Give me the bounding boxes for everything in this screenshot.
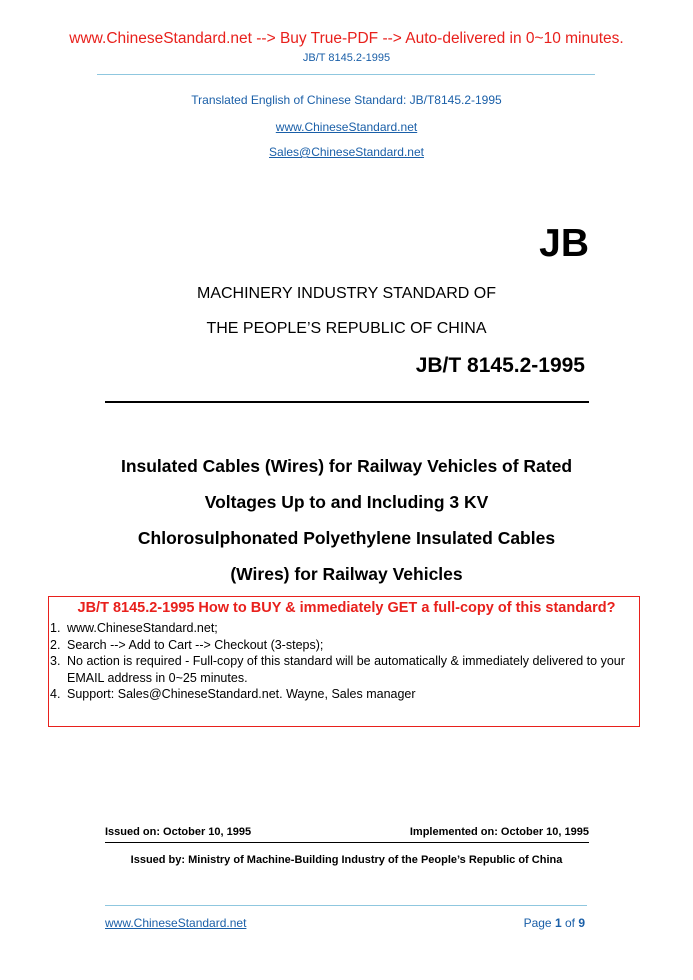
list-item-number: 1.: [50, 621, 61, 635]
document-title-line4: (Wires) for Railway Vehicles: [230, 564, 463, 584]
page-current: 1: [554, 916, 562, 930]
header-divider: [97, 74, 595, 75]
page-indicator: [524, 916, 585, 930]
list-item: [50, 686, 638, 703]
list-item-number: 3.: [50, 654, 61, 668]
site-link-row: [0, 118, 693, 136]
translated-note: Translated English of Chinese Standard: JB/T8145.2-1995: [191, 93, 502, 107]
list-item-text: Support: Sales@ChineseStandard.net. Wayne, Sales manager: [67, 687, 416, 701]
standard-type-line1: MACHINERY INDUSTRY STANDARD OF: [196, 285, 496, 302]
document-title-line2: Voltages Up to and Including 3 KV: [204, 492, 489, 512]
standard-type-line2: THE PEOPLE’S REPUBLIC OF CHINA: [206, 320, 487, 337]
jb-logo: JB: [539, 222, 589, 265]
email-link-row: [0, 143, 693, 161]
issued-on-date: Issued on: October 10, 1995: [105, 826, 252, 838]
dates-row: [105, 826, 589, 843]
issuing-authority: Issued by: Ministry of Machine-Building Industry of the People’s Republic of China: [130, 854, 563, 866]
site-link[interactable]: www.ChineseStandard.net: [275, 120, 418, 134]
list-item-text[interactable]: www.ChineseStandard.net;: [67, 621, 218, 635]
title-divider: [105, 401, 589, 403]
document-title-line1: Insulated Cables (Wires) for Railway Vehicles of Rated: [120, 456, 573, 476]
header-standard-code: JB/T 8145.2-1995: [302, 52, 391, 64]
list-item: [50, 653, 638, 686]
footer-divider: [105, 905, 587, 906]
list-item-text: Search --> Add to Cart --> Checkout (3-steps);: [67, 637, 324, 652]
document-title-line3: Chlorosulphonated Polyethylene Insulated Cables: [137, 528, 556, 548]
list-item-text: No action is required - Full-copy of this standard will be automatically & immediately delivered to your EMAIL address in 0~25 minutes.: [67, 654, 625, 685]
page-total: 9: [578, 916, 585, 930]
top-banner[interactable]: www.ChineseStandard.net --> Buy True-PDF --> Auto-delivered in 0~10 minutes.: [69, 30, 624, 47]
page-label: Page: [523, 916, 555, 930]
list-item-number: 2.: [50, 637, 61, 652]
footer-site-link[interactable]: www.ChineseStandard.net: [105, 916, 247, 930]
list-item: [50, 637, 638, 654]
list-item-number: 4.: [50, 687, 61, 701]
purchase-heading: JB/T 8145.2-1995 How to BUY & immediately GET a full-copy of this standard?: [77, 600, 616, 616]
list-item: [50, 620, 638, 637]
email-link[interactable]: Sales@ChineseStandard.net: [269, 145, 424, 159]
page-of-label: of: [561, 916, 579, 930]
purchase-steps-list: [50, 620, 638, 703]
standard-number: JB/T 8145.2-1995: [415, 354, 585, 377]
implemented-on-date: Implemented on: October 10, 1995: [409, 826, 589, 838]
